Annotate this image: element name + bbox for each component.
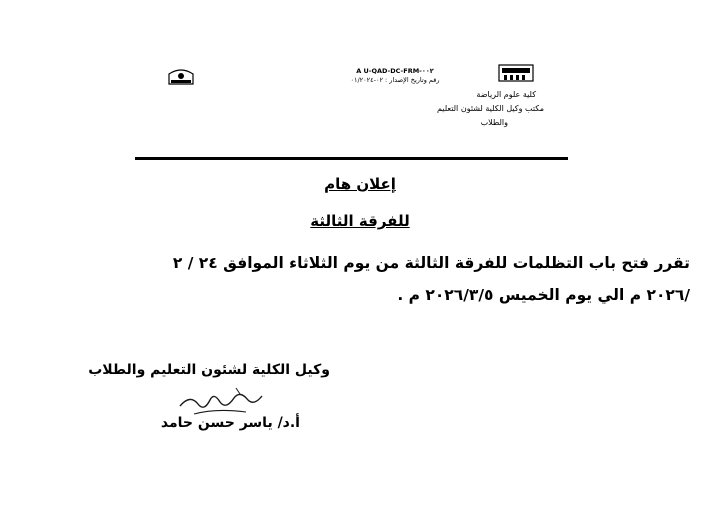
header-divider [135, 157, 568, 160]
university-logo-icon [498, 64, 534, 82]
signatory-name: أ.د/ ياسر حسن حامد [160, 415, 300, 431]
announcement-subtitle-text: للفرقة الثالثة [310, 212, 410, 230]
office-line-2: والطلاب [480, 118, 508, 127]
faculty-name: كلية علوم الرياضة [476, 90, 536, 99]
announcement-subtitle [220, 212, 500, 230]
announcement-line-1: تقرر فتح باب التظلمات للفرقة الثالثة من يوم الثلاثاء الموافق ٢٤ / ٢ [172, 254, 690, 272]
signatory-role: وكيل الكلية لشئون التعليم والطلاب [88, 362, 330, 378]
faculty-logo-icon [166, 66, 196, 86]
announcement-title [220, 175, 500, 193]
form-code: A U-QAD-DC-FRM-٠٠٢ [356, 67, 434, 75]
header-faculty-info [344, 88, 544, 130]
office-line-1: مكتب وكيل الكلية لشئون التعليم [436, 104, 544, 113]
announcement-line-2: /٢٠٢٦ م الي يوم الخميس ٢٠٢٦/٣/٥ م . [397, 286, 690, 304]
form-code-block [330, 67, 460, 85]
announcement-title-text: إعلان هام [324, 175, 396, 193]
issue-info: رقم وتاريخ الإصدار : ٠٢-٠١/٢٠٢٤ [350, 76, 440, 84]
